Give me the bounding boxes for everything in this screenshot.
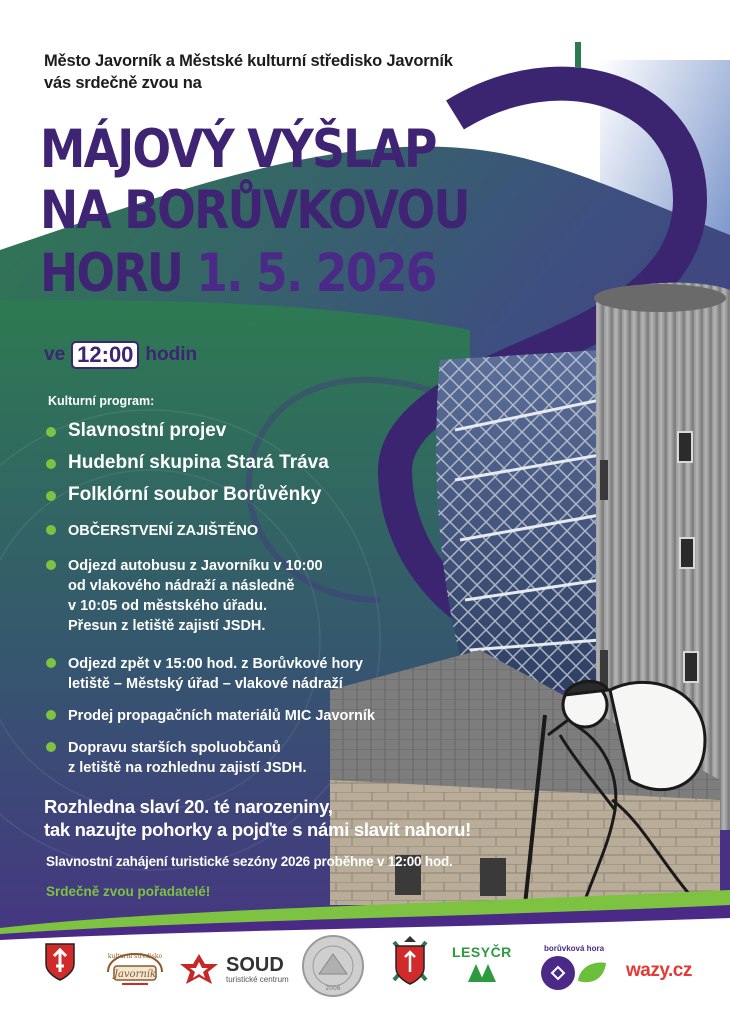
wazy-name [626, 960, 692, 982]
intro-line-2: vás srdečně zvou na [44, 74, 202, 92]
intro-text [44, 50, 453, 94]
javornik-coat-of-arms-logo [44, 942, 76, 987]
info-item-text [68, 521, 258, 541]
info-item-line: v 10:05 od městského úřadu. [68, 598, 268, 614]
info-item-line: Dopravu starších spoluobčanů [68, 740, 281, 756]
bullet-icon [46, 525, 56, 535]
info-item-line: Odjezd zpět v 15:00 hod. z Borůvkové hory [68, 656, 363, 672]
firefighters-logo [384, 934, 436, 993]
info-item-line: Prodej propagačních materiálů MIC Javorník [68, 708, 375, 724]
info-item-line: Přesun z letiště zajistí JSDH. [68, 618, 266, 634]
program-item-label: Folklórní soubor Borůvěnky [68, 484, 322, 505]
intro-line-1: Město Javorník a Městské kulturní středisko Javorník [44, 52, 453, 70]
season-opening-text: Slavnostní zahájení turistické sezóny 2026 proběhne v 12:00 hod. [46, 854, 453, 869]
info-item-line: letiště – Městský úřad – vlakové nádraží [68, 676, 343, 692]
bullet-icon [46, 427, 56, 437]
time-value: 12:00 [71, 341, 139, 369]
celebration-line-2: tak nazujte pohorky a pojďte s námi slavit nahoru! [44, 819, 471, 840]
event-time [44, 341, 197, 369]
bullet-icon [46, 658, 56, 668]
svg-text:kulturní středisko: kulturní středisko [107, 953, 163, 960]
invitation-text: Srdečně zvou pořadatelé! [46, 884, 211, 899]
program-label: Kulturní program: [48, 394, 155, 408]
time-prefix: ve [44, 344, 66, 365]
info-item-text [68, 738, 307, 778]
bullet-icon [46, 491, 56, 501]
bullet-icon [46, 560, 56, 570]
bullet-icon [46, 710, 56, 720]
boruvkova-hora-seal-logo [301, 934, 365, 1003]
title-line-2: NA BORŮVKOVOU [40, 180, 469, 241]
program-item-label: Slavnostní projev [68, 420, 227, 441]
celebration-text [44, 795, 471, 841]
wazy-name-text: wazy.cz [626, 960, 692, 981]
soud-star-icon [178, 952, 220, 986]
soud-logo [178, 952, 289, 986]
info-item-line: od vlakového nádraží a následně [68, 578, 295, 594]
event-date: 1. 5. 2026 [196, 243, 436, 304]
soud-subtitle: turistické centrum [226, 974, 289, 984]
info-item-line: OBČERSTVENÍ ZAJIŠTĚNO [68, 523, 259, 539]
boruvkova-hora-logo [538, 944, 608, 998]
info-item-text [68, 654, 363, 694]
wazy-logo [626, 960, 692, 982]
info-item-line: z letiště na rozhlednu zajistí JSDH. [68, 760, 307, 776]
blueberry-icon [538, 953, 608, 993]
lesy-tree-icon [462, 960, 502, 982]
boruvkova-hora-name: borůvková hora [544, 944, 605, 953]
title-line-3 [40, 244, 436, 304]
mks-javornik-logo [104, 940, 166, 995]
info-item-text [68, 706, 375, 726]
celebration-line-1: Rozhledna slaví 20. té narozeniny, [44, 796, 333, 817]
lesy-cr-name: LESYČR [452, 944, 512, 960]
soud-name: SOUD [226, 953, 284, 976]
title-line-1: MÁJOVÝ VÝŠLAP [40, 119, 436, 180]
lesy-cr-logo [452, 944, 512, 987]
time-suffix: hodin [145, 344, 198, 365]
info-item-text [68, 556, 323, 636]
program-item-label: Hudební skupina Stará Tráva [68, 452, 329, 473]
title-word-horu: HORU [40, 243, 183, 304]
bullet-icon [46, 459, 56, 469]
bullet-icon [46, 742, 56, 752]
svg-text:2006: 2006 [325, 985, 341, 992]
svg-text:Javorník: Javorník [113, 969, 157, 980]
info-item-line: Odjezd autobusu z Javorníku v 10:00 [68, 558, 323, 574]
